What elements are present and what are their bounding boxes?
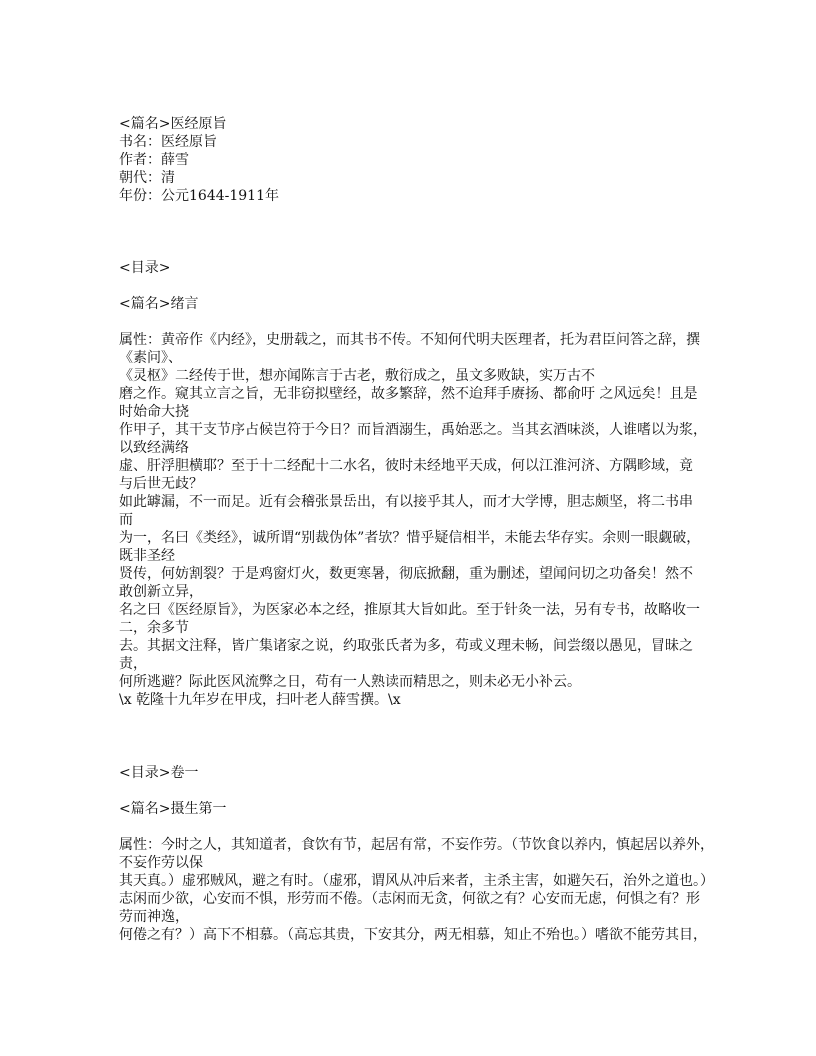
text-line: 书名：医经原旨: [119, 134, 217, 150]
text-line: 敢创新立异，: [119, 584, 203, 600]
text-line: 其天真。）虚邪贼风，避之有时。（虚邪，谓风从冲后来者，主杀主害，如避矢石，治外之道也。）: [119, 873, 714, 889]
text-line: 时始命大挠: [119, 404, 189, 420]
text-line: 作者：薛雪: [119, 152, 189, 168]
text-line: 不妄作劳以保: [119, 855, 203, 871]
text-line: 去。其据文注释，皆广集诸家之说，约取张氏者为多，苟或义理未畅，间尝缀以愚见，冒昧之: [119, 638, 693, 654]
text-line: 二，余多节: [119, 620, 189, 636]
section-title: [119, 295, 729, 313]
toc-heading-vol1: [119, 764, 729, 782]
text-line: 与后世无歧？: [119, 476, 203, 492]
text-line: 如此罅漏，不一而足。近有会稽张景岳出，有以接乎其人，而才大学博，胆志颇坚，将二书串: [119, 494, 693, 510]
chapter-title-text: <篇名>摄生第一: [119, 801, 227, 817]
text-line: 志闲而少欲，心安而不惧，形劳而不倦。（志闲而无贪，何欲之有？心安而无虑，何惧之有？形: [119, 891, 700, 907]
text-line: 作甲子，其干支节序占候岂符于今日？而旨酒溺生，禹始恶之。当其玄酒味淡，人谁嗜以为浆，: [119, 422, 707, 438]
text-line: 责，: [119, 656, 147, 672]
text-line: <篇名>医经原旨: [119, 116, 227, 132]
text-line: 《素问》、: [119, 350, 182, 366]
toc-label: <目录>卷一: [119, 765, 199, 781]
text-line: 以致经满络: [119, 440, 189, 456]
text-line: 年份：公元1644-1911年: [119, 188, 279, 204]
text-line: \x 乾隆十九年岁在甲戌，扫叶老人薛雪撰。\x: [119, 692, 401, 708]
text-line: 为一，名曰《类经》，诚所谓“别裁伪体”者欤？惜乎疑信相半，未能去华存实。余则一眼觑破，: [119, 530, 701, 546]
text-line: 虚、肝浮胆横耶？至于十二经配十二水名，彼时未经地平天成，何以江淮河济、方隅畛域，竟: [119, 458, 693, 474]
text-line: 何所逃避？际此医风流弊之日，苟有一人熟读而精思之，则未必无小补云。: [119, 674, 581, 690]
text-line: 属性：今时之人，其知道者，食饮有节，起居有常，不妄作劳。（节饮食以养内，慎起居以养外，: [119, 837, 714, 853]
text-line: 何倦之有？）高下不相慕。（高忘其贵，下安其分，两无相慕，知止不殆也。）嗜欲不能劳其目，: [119, 927, 707, 943]
text-line: 名之曰《医经原旨》，为医家必本之经，推原其大旨如此。至于针灸一法，另有专书，故略收一: [119, 602, 700, 618]
toc-heading: [119, 259, 729, 277]
text-line: 《灵枢》二经传于世，想亦闻陈言于古老，敷衍成之，虽文多败缺，实万古不: [119, 368, 595, 384]
preface-body: [119, 331, 729, 709]
book-info: [119, 115, 729, 205]
text-line: 贤传，何妨割裂？于是鸡窗灯火，数更寒暑，彻底掀翻，重为删述，望闻问切之功备矣！然不: [119, 566, 693, 582]
text-line: 属性：黄帝作《内经》，史册载之，而其书不传。不知何代明夫医理者，托为君臣问答之辞，撰: [119, 332, 700, 348]
text-line: 磨之作。窥其立言之旨，无非窃拟壁经，故多繁辞，然不迨拜手赓扬、都俞吁 之风远矣！且是: [119, 386, 698, 402]
chapter-body: [119, 836, 729, 944]
text-line: 既非圣经: [119, 548, 175, 564]
text-line: 劳而神逸，: [119, 909, 189, 925]
chapter-title: [119, 800, 729, 818]
text-line: 而: [119, 512, 133, 528]
section-title-text: <篇名>绪言: [119, 296, 199, 312]
text-line: 朝代：清: [119, 170, 175, 186]
toc-label: <目录>: [119, 260, 171, 276]
